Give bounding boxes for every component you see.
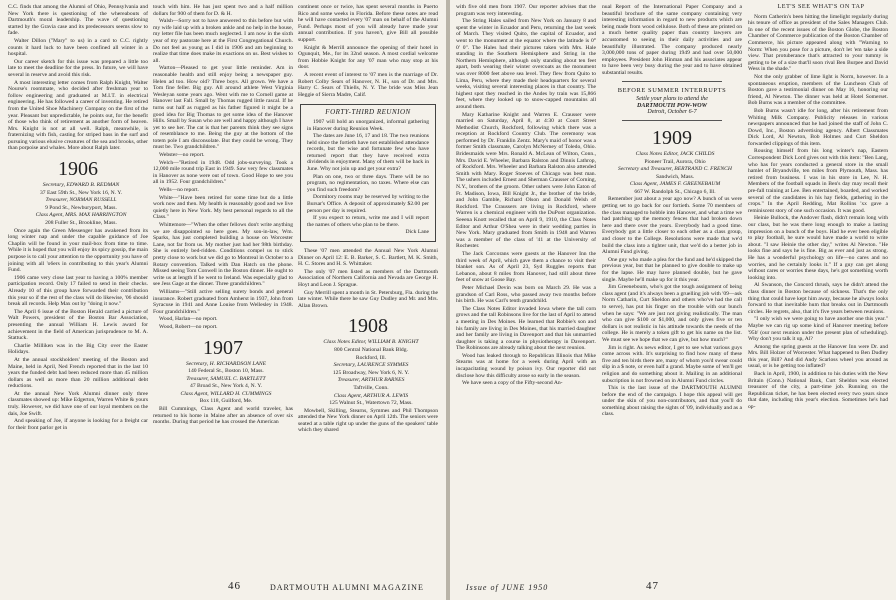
paragraph: This is the last issue of the DARTMOUTH ALUMNI before the end of the campaign. I hope this appeal will get under the skin of you non-contributors, and that you'll do something about raising the sights of '09, individually and as a class. [602, 385, 742, 418]
paragraph: Jim is right. As news editor, I get to see what various guys come across with. It's surprising to find how many of these five and ten birds there are, many of whom you'd swear could slip in a $ note, or even half a grand. Maybe some of 'em'll get religion and do something about it. Mailing in an additional subscription is not frowned on in Alumni Fund circles. [602, 344, 742, 384]
paragraph: Welch—"Retired in 1948. Odd jobs-surveying. Took a 12,000 mile round trip East in 1949. Saw very few classmates in Hanover as none were out of town. Good Hope to see you all in 1952. Four grandchildren." [153, 159, 293, 186]
paragraph: Heinie Bullock, the Andover flash, didn't remain long with our class, but he was there long enough to make a lasting impression on a bunch of the boys. Had he ever been eligible to play football, he sure would have made a world to write about. "I saw Heinie the other day," writes Al Newton. "He looks fine and says he is fine. Big as ever and just as strong. He has a wonderful psychology on life—no cares and no worries, and he certainly looks it." If a guy can get along without cares or worries these days, he's got something worth looking into. [748, 215, 888, 281]
right-column-3 [748, 4, 888, 574]
officer-line: Class Agent, JAMES F. GREENEBAUM [629, 181, 721, 188]
paragraph: A recent event of interest to '07 men is the marriage of Dr. Robert Colby Sears of Hanover, N. H., son of Dr. and Mrs. Harry C. Sears of Thiells, N. Y. The bride was Miss Jean Heggie of Sierra Madre, Calif. [298, 71, 438, 98]
paragraph: Bob Burns wasn't idle for long, after his retirement from Whiting Milk Company. Publicity releases in various newspapers announced that he had joined the staff of John C. Dowd, Inc., Boston advertising agency. Albert Classmates Dick Lord, Al Newton, Bob Holmes and Curt Sheldon forwarded clippings of this item. [748, 107, 888, 147]
officer-address: 140 Federal St., Boston 10, Mass. [188, 368, 264, 375]
officer-address: 208 Fuller St., Brookline, Mass. [45, 220, 117, 227]
officer-line: Secretary, EDWARD B. REDMAN [42, 182, 120, 189]
paragraph: "I only wish we were going to have another one this year." Maybe we can rig up some kind of Hanover meeting before '95b' (our next reunion under the present plan of scheduling). Why don't you talk it up, Al? [748, 316, 888, 343]
paragraph: touch with him. He has just spent two and a half million dollars for 900 of them for D. & H. [153, 4, 293, 17]
section-heading: LET'S SEE WHAT'S ON TAP [777, 4, 865, 10]
officer-line: Treasurer, SAMUEL C. BARTLETT [186, 375, 266, 382]
paragraph: C.C. finds that among the Alumni of Ohio, Pennsylvania and New York there is questioning of the whereabouts of Dartmouth's moral leadership. The wave of questioning started by the Gravia case and its predecessors seems slow to fade. [8, 4, 148, 37]
paragraph: One guy who made a plea for the fund and he'd skipped the previous year, but that he planned to give double to make up for the lapse. He may have planned double, but he gave single. Maybe he'll make up for it this year. [602, 256, 742, 283]
officer-address: 47 Broad St., New York 4, N. Y. [190, 383, 262, 390]
officer-address: Taftville, Conn. [353, 384, 389, 391]
officer-line: Class Agent, WILLARD H. CUMMINGS [180, 390, 272, 397]
officer-address: 37 East 59th St., New York 16, N. Y. [39, 189, 123, 196]
paragraph: Mary Katharine Knight and Warren E. Crausser were married on Saturday, April 8, at 4:30 at Court Street Methodist Church, Rockford, following which there was a reception at Rockford Country Club. The ceremony was performed by Dr. Franklin Zentz. Mary's maid of honor was a former Smith classmate, Carolyn McNerney of Toledo, Ohio. Bridesmaids were Mrs. Ronald A. McLean of Wilton, Conn., Mrs. David E. Wheeler, Barbara Ralston and Dinnis Lathrop, of Rockford. Mrs. Wheeler and Barbara Ralston also attended Smith with Mary. Roger Stoeves of Chicago was best man. The ushers included Ernest and Sherman Crausser of Corning, N.Y., brothers of the groom. Other ushers were John Eaton of Ft. Madison, Iowa, Bill Knight Jr., the brother of the bride, and John Gamble, Richard Olson and Donald Welsh of Rockford. The Craussers are living in Rockford, where Warren is a chemical engineer with the DuPont organization. Seeena Knott recalled that on April 9, 1910, the Class Notes Editor and Arthur O'Shea were in their wedding parties in New York. Mary graduated from Smith in 1948 and Warren was a member of the class of '41 at the University of Rochester. [456, 111, 596, 250]
paragraph: Wood has leaked through to Republican Illinois that Mike Stearns was at home for a week during April with an incapacitating wound by poison ivy. Our reporter did not disclose how this difficulty arose so early in the season. [456, 352, 596, 379]
paragraph: The April 6 issue of the Boston Herald carried a picture of Walt Powers, president of the Boston Bar Association, presenting the annual William H. Lewis award for achievement in the field of American jurisprudence to M. A. Stattuck. [8, 308, 148, 342]
paragraph: Rousing himself from his long winter's nap, Eastern Correspondent Dick Lord gives out with this item: "Ben Lang, who has for years conducted a general store in the small hamlet of Bryandville, ten miles from Plymouth, Mass. has retired from business. I was in his store in Lee, N. H. Members of the football squads in Ben's day may recall their pre-fall training at Lee. Ben entertained, boarded, and worked several of the candidates in his hay fields, gathering in the crops." In the April Redding, Mat Rollins 'xx gave a reminiscent story of one such occasion. It was good. [748, 148, 888, 214]
officer-address: 800 Central National Bank Bldg. [334, 346, 408, 353]
officer-address: 667 W. Randolph St., Chicago 6, Ill. [634, 188, 716, 195]
paragraph: The dates are June 16, 17 and 18. The two reunions held since the fortieth have not established attendance records, but the wise and fortunate few who have returned report that they have received extra dividends in enjoyment. Many of them will be back in June. Why not join up and get your extra? [307, 133, 429, 173]
officer-line: Secretary and Treasurer, BERTRAND C. FRENCH [618, 166, 732, 173]
class-year-heading: 1906 [58, 158, 98, 181]
paragraph: Plan on one, two or three days. There will be no program, no regimentation, no taxes. Where else can you find such freedom? [307, 173, 429, 193]
officer-line: Treasurer, NORMAN RUSSELL [45, 197, 117, 204]
paragraph: Once again the Green Messenger has awakened from its long winter nap and under the capable guidance of Joe Chaplin will be found in your mail-box from time to time. While it is hoped that you will enjoy its spicy gossip, the main purpose is to call your attention to the opportunity you have of joining with all 'o6ers in contributing to this year's Alumni Fund. [8, 227, 148, 274]
paragraph: Webster—no report. [159, 152, 205, 159]
paragraph: At the annual New York Alumni dinner only three classmates showed up: Mike Edgerton, Warren White & yours truly. However, we did have one of our loyal members on the dais, Joe Swift. [8, 390, 148, 417]
paragraph: Whittemore—"When the other fellows don't write anything we are disappointed so here goes. My son-in-law, Wm. Sparks, has just completed building a house on Worcester Lane, not far from us. My mother just had her 98th birthday. She is entirely bed-ridden. Conditions compel us to stick pretty close to work but we did go to Montreal in October to a Rotary convention. Talked with Dan Hatch on the phone. Missed seeing Tom Conwell in the Boston dinner. He ought to write us at length if he went to Ireland. Was especially glad to see Jess Gage at the dinner. Three grandchildren." [153, 222, 293, 288]
issue-footer: Issue of JUNE 1950 [466, 583, 549, 592]
signature: Dick Lane [405, 229, 429, 236]
divider [622, 120, 722, 121]
class-year-heading: 1907 [203, 336, 243, 359]
paragraph: If you expect to return, write me and I will report the names of others who plan to be there. [307, 215, 429, 228]
paragraph: Back in April, 1900, in addition to his duties with the New Britain (Conn.) National Bank, Curt Sheldon was elected treasurer of the city, a part-time job. Running on the Republican ticket, he has been elected every two years since that date, including this year's election. Sometimes he's had op- [748, 371, 888, 411]
announcement-title: BEFORE SUMMER INTERRUPTS [617, 86, 727, 94]
paragraph: The Jack Corcorans were guests at the Hanover Inn the third week of April, which gave them a chance to visit their blanket son. As of April 23, Syd Ruggles reports that Lebanon, about 8 miles from Hanover, had still about three feet of snow at Goose Bay. [456, 250, 596, 284]
paragraph: The String Hales sailed from New York on January 8 and spent the winter in Ecuador and Peru, returning the last week of March. They visited Quito, the capital of Ecuador, and went to the monument at the equator where the latitude is 0° 0' 0". The Hales had their pictures taken with Mrs. Hale standing in the Southern Hemisphere and String in the Northern Hemisphere, although only standing about ten feet apart, both wearing their winter overcoats as the monument was over 8000 feet above sea level. They flew from Quito to Lima, Peru, where they made their headquarters for several weeks, visiting several interesting places in that country. The highest spot they reached in the Andes by train was 15,866 feet, where they looked up to snow-capped mountains all around them. [456, 18, 596, 110]
paragraph: 1907 will hold an unorganized, informal gathering in Hanover during Reunion Week. [307, 118, 429, 132]
officer-address: 125 Walnut St., Watertown 72, Mass. [329, 400, 413, 407]
officer-address: Sandwich, Mass. [655, 173, 695, 180]
paragraph: Warton—Pleased to get your little reminder. Am in reasonable health and still enjoy being a newspaper guy. Helen ad too. How old? Three boys. All grown. We have a Tom fine feller. Big guy. All around athlete West Virginia Wesleyan some years ago. Went with me to Cornell game at Hanover last Fall. Small by Thomas rugged little rascal. If he turns out half as rugged as his father figured it might be a good idea for Big Thomas to get some idea of the Hanover Hills. Small by Susan who are well and happy although I have yet to see her. The cat is that her parents think they see signs of resemblance to me. Being the guy at the bottom of the totem pole I am disconsolate. But they could be wrong. They must be. Two grandchildren." [153, 65, 293, 151]
paragraph: Norm Catherin's been hitting the limelight regularly during his tenure of office as president of the Sales Managers Club. In one of the recent issues of the Boston Globe, the Boston Chamber of Commerce publication of the Boston Chamber of Commerce, his picture appeared along with "Warning to Norm: When you pose for a picture, don't let 'em take a side view. That protuberance that's attracted to your tummy is getting to be of a size that'll soon rival Ben Burpee and David Wess in the shade." [748, 13, 888, 73]
paragraph: Remember just about a year ago now? A bunch of us were getting set to go back for our fortieth. Some 70 members of the class managed to hobble into Hanover, and what a time we had patching up the memory fences that had broken down here and there over the years. Everybody had a good time. Everybody got a little closer to each other as a class group, and closer to the College. Resolutions were made that we'd build the class into a tighter unit, that we'd do a better job in Alumni Fund giving. [602, 196, 742, 256]
paragraph: White—"Have been retired for some time but do a little work now and then. My health is reasonably good and we live quietly here in New York. My best personal regards to all the Class." [153, 194, 293, 221]
left-column-2 [153, 4, 293, 574]
paragraph: At the annual stockholders' meeting of the Boston and Maine, held in April, Ned French reported that in the last 10 years the funded debt had been reduced more than 45 million dollars as well as more than 20 million additional debt reductions. [8, 356, 148, 390]
reunion-notice-title: FORTY-THIRD REUNION [325, 108, 411, 117]
paragraph: And speaking of Joe, if anyone is looking for a freight car for their front parlor get in [8, 418, 148, 431]
paragraph: Peter Michael Devin was born on March 29. He was a grandson of Carl Ross, who passed away two months before his birth. He was Carl's tenth grandchild. [456, 284, 596, 305]
page-number-right: 47 [646, 580, 659, 592]
paragraph: The only '07 men listed as members of the Dartmouth Association of Northern California and Nevada are George H. Hoyt and Leon J. Sprague. [298, 268, 438, 288]
paragraph: Walter Dillon ("Mary" to us) in a card to C.C. rightly counts it hard luck to have been confined all winter in a hospital. [8, 37, 148, 58]
officer-line: Secretary, LAURENCE SYMMES [333, 362, 409, 369]
paragraph: nual Report of the International Paper Company and a beautiful brochure of the same company containing very interesting information in regard to new products which are being made from wood cellulose. Both of these are printed on a much better quality paper than country lawyers are accustomed to seeing in their daily activities and are beautifully illustrated. The company produced nearly 3,000,000 tons of paper during 1949 and had over 50,000 employees. President John Hinman and his associates appear to have been very busy during the year and to have obtained substantial results. [602, 4, 742, 76]
officer-line: Treasurer, ARTHUR BARNES [337, 377, 405, 384]
paragraph: Not the only grabber of lime light is Norm, however. In a spontaneous eruption, members of the Luncheon Club of Boston gave a testimonial dinner on May 16, honoring our friend, Al Newton. The dinner was held at Hotel Somerset. Bob Burns was a member of the committee. [748, 73, 888, 107]
paragraph: Bill Cummings, Class Agent and world traveler, has returned to his home in Maine after an absence of over six months. During that period he has crossed the American [153, 406, 293, 426]
officer-address: Pioneer Trail, Aurora, Ohio [644, 158, 706, 165]
right-column-2 [602, 4, 742, 574]
officer-address: Box 118, Guilford, Me. [199, 398, 253, 405]
officer-address: 9 Pond St., Newburyport, Mass. [45, 204, 117, 211]
page-number-left: 46 [228, 580, 241, 592]
paragraph: Knight & Merrill announce the opening of their hotel in Ogunquit, Me., for its 32nd season. A most cordial welcome from Hobbie Knight for any '07 man who may stop at his door. [298, 44, 438, 71]
divider [622, 81, 722, 82]
paragraph: continent once or twice, has spent several months in Puerto Rico and some weeks in Florida. Before these notes are read he will have contacted every '07 man on behalf of the Alumni Fund. Perhaps most of you will already have made your annual contribution. If you haven't, give Bill all possible support. [298, 4, 438, 43]
announcement-text: Settle your plans to attend the [636, 96, 708, 103]
paragraph: A most interesting letter comes from Ralph Knight, Walter Nourse's roommate, who decided after freshman year to follow engineering and graduated at M.I.T. in electrical engineering. He has followed a career of inventing. He retired from the United Shoe Machinery Company on the first of the year. Pleasant but unpredictable, he points out, for the benefit of those who think of retirement as another form of heaven. Mrs. Knight is not at all well. Ralph, meanwhile, is fraternizing with fish, casting for striped bass in the surf and pursuing various elusive creatures of the sea and brooks, other than porpoise and whales. More about Ralph later. [8, 79, 148, 152]
officer-line: Secretary, H. RICHARDSON LANE [185, 360, 267, 367]
paragraph: 1906 came very close last year to having a 100% member participation record. Only 17 failed to send in their checks. Already 10 of this group have forwarded their contribution this year so if the rest of the class will do likewise, '06 should break all records. Help Max out by "doing it now." [8, 274, 148, 308]
announcement-date: Detroit, October 6-7 [647, 109, 697, 116]
paragraph: Dormitory rooms may be reserved by writing to the Bursar's Office. A deposit of approximately $2.00 per person per day is required. [307, 194, 429, 214]
class-year-heading: 1908 [348, 315, 388, 338]
paragraph: Jim Greeneboum, who's got the tough assignment of being class agent (and it's always been a gruelling job with '09—ask Norm Catharin, Curt Sheldon and others who've had the call to serve), has put his finger on the trouble with our bunch when he says: "We are just not giving realistically. The man who can give $100 or $1,000, and only gives five or ten dollars is not realistic in his attitude towards the needs of the college. He is merely a token gift to get his name on the list. We must see we hope that we can give, but how much?" [602, 284, 742, 343]
paragraph: We have seen a copy of the Fifty-second An- [462, 380, 563, 387]
left-column-1 [8, 4, 148, 574]
officer-line: Class Notes Editor, JACK CHILDS [635, 150, 715, 157]
class-year-heading: 1909 [652, 126, 692, 149]
officer-line: Class Agent, MRS. MAX HARRINGTON [35, 212, 127, 219]
paragraph: Our career sketch for this issue was prepared a little too late to meet the deadline for the press. In future, we will have several in reserve and avoid this risk. [8, 58, 148, 78]
officer-address: 125 Broadway, New York 6, N. Y. [332, 369, 410, 376]
magazine-title-footer: DARTMOUTH ALUMNI MAGAZINE [270, 583, 424, 592]
officer-line: Class Notes Editor, WILLIAM B. KNIGHT [323, 339, 419, 346]
officer-address: Rockford, Ill. [355, 354, 387, 361]
paragraph: Charlie Milliken was in the Big City over the Easter Holidays. [8, 342, 148, 356]
paragraph: Wood, Robert—no report. [159, 323, 218, 330]
paragraph: Mowbell, Skilling, Stearns, Symmes and Phil Thompson attended the New York dinner on April 12th. The seniors were seated at a table right up under the guns of the speakers' table which they shared [298, 407, 438, 434]
paragraph: Al Swanson, the Concord thrush, says he didn't attend the class dinner in Boston because of sickness. That's the only thing that could have kept him away, because he always looks forward to that inevitable hum that breaks out in Dartmouth circles. He regrets, also, that it's five years between reunions. [748, 282, 888, 315]
left-column-3 [298, 4, 438, 574]
officer-line: Class Agent, ARTHUR A. LEWIS [333, 392, 409, 399]
paragraph: with five old men from 1907. Our reporter advises that the program was very interesting. [456, 4, 596, 17]
right-column-1 [456, 4, 596, 574]
paragraph: Walsh—Sorry not to have answered to this before but with my wife laid up with a broken ankle and no help in the house, my letter file has been much neglected. I am now in the sixth year of my pastorate here at the First Congregational Church. Do not feel as young as I did in 1906 and am beginning to realize that time does make its exactions on us. Best wishes to all. [153, 18, 293, 64]
paragraph: Williams—"Still active selling surety bonds and general insurance. Robert graduated from Amherst in 1937, John from Syracuse in 1941 and Anne Louise from Wellesley in 1948. Four grandchildren." [153, 288, 293, 315]
left-page [0, 0, 446, 600]
paragraph: Wells—no report. [159, 187, 199, 194]
right-page [450, 0, 896, 600]
paragraph: Wood, Harlan—no report. [159, 316, 218, 323]
paragraph: Among the spring guests at the Hanover Inn were Dr. and Mrs. Bill Holzer of Worcester. What happened to Ben Dudley this year, Bill? And did Andy Scarloss wheel you around as usual, or is he getting too inflated? [748, 343, 888, 370]
reunion-notice-box [300, 104, 436, 242]
announcement-event: DARTMOUTH POW-WOW [637, 102, 707, 109]
paragraph: The Class Notes Editor invaded Iowa where the tall corn grows and the tall Robinsons live for the last of April to attend a meeting in Des Moines. He learned that Robbie's son and his family are living in Des Moines, that his married daughter and her family are living in Davenport and that his unmarried daughter is taking a course in physiotherapy in Davenport. The Robinsons are already talking about the next reunion. [456, 305, 596, 352]
paragraph: These '07 men attended the Annual New York Alumni Dinner on April 12: E. B. Barker, S. C. Bartlett, M. K. Smith, H. C. Stores and H. S. Whittaker. [298, 248, 438, 268]
paragraph: Guy Merrill spent a month in St. Petersburg, Fla. during the late winter. While there he saw Guy Dudley and Mr. and Mrs. Allan Brown. [298, 289, 438, 309]
